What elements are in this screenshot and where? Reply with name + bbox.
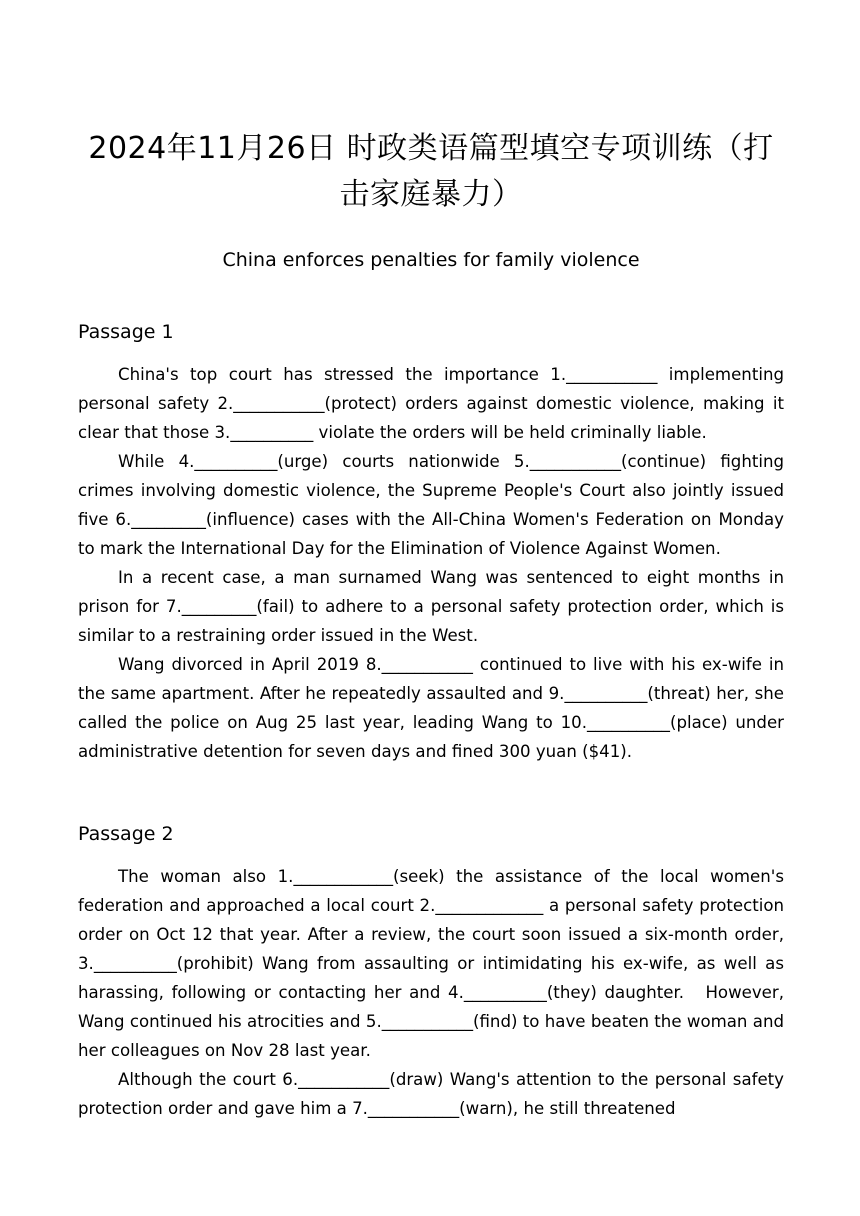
passage-1-heading: Passage 1 [78,321,174,343]
paragraph: China's top court has stressed the importance 1.___________ implementing personal safety 2.___________(protect) orders against domestic violence, making it clear that those 3.__________ violate the orders will be held criminally liable. [78,365,784,442]
passage-2-body [78,862,784,1123]
passage-2-heading: Passage 2 [78,823,174,845]
paragraph: While 4.__________(urge) courts nationwide 5.___________(continue) fighting crimes involving domestic violence, the Supreme People's Court also jointly issued five 6._________(influence) cases with the All-China Women's Federation on Monday to mark the International Day for the Elimination of Violence Against Women. [78,452,784,558]
paragraph: The woman also 1.____________(seek) the assistance of the local women's federation and approached a local court 2._____________ a personal safety protection order on Oct 12 that year. After a review, the court soon issued a six-month order, 3.__________(prohibit) Wang from assaulting or intimidating his ex-wife, as well as harassing, following or contacting her and 4.__________(they) daughter. However, Wang continued his atrocities and 5.___________(find) to have beaten the woman and her colleagues on Nov 28 last year. [78,867,784,1060]
paragraph: Although the court 6.___________(draw) Wang's attention to the personal safety protection order and gave him a 7.___________(warn), he still threatened [78,1070,784,1118]
document-page [78,0,784,1123]
paragraph: In a recent case, a man surnamed Wang was sentenced to eight months in prison for 7._________(fail) to adhere to a personal safety protection order, which is similar to a restraining order issued in the West. [78,568,784,645]
document-title: 2024年11月26日 时政类语篇型填空专项训练（打击家庭暴力） [88,131,774,212]
passage-1-body [78,360,784,766]
paragraph: Wang divorced in April 2019 8.___________ continued to live with his ex-wife in the same apartment. After he repeatedly assaulted and 9.__________(threat) her, she called the police on Aug 25 last year, leading Wang to 10.__________(place) under administrative detention for seven days and fined 300 yuan ($41). [78,655,784,761]
document-subtitle: China enforces penalties for family violence [222,249,640,271]
